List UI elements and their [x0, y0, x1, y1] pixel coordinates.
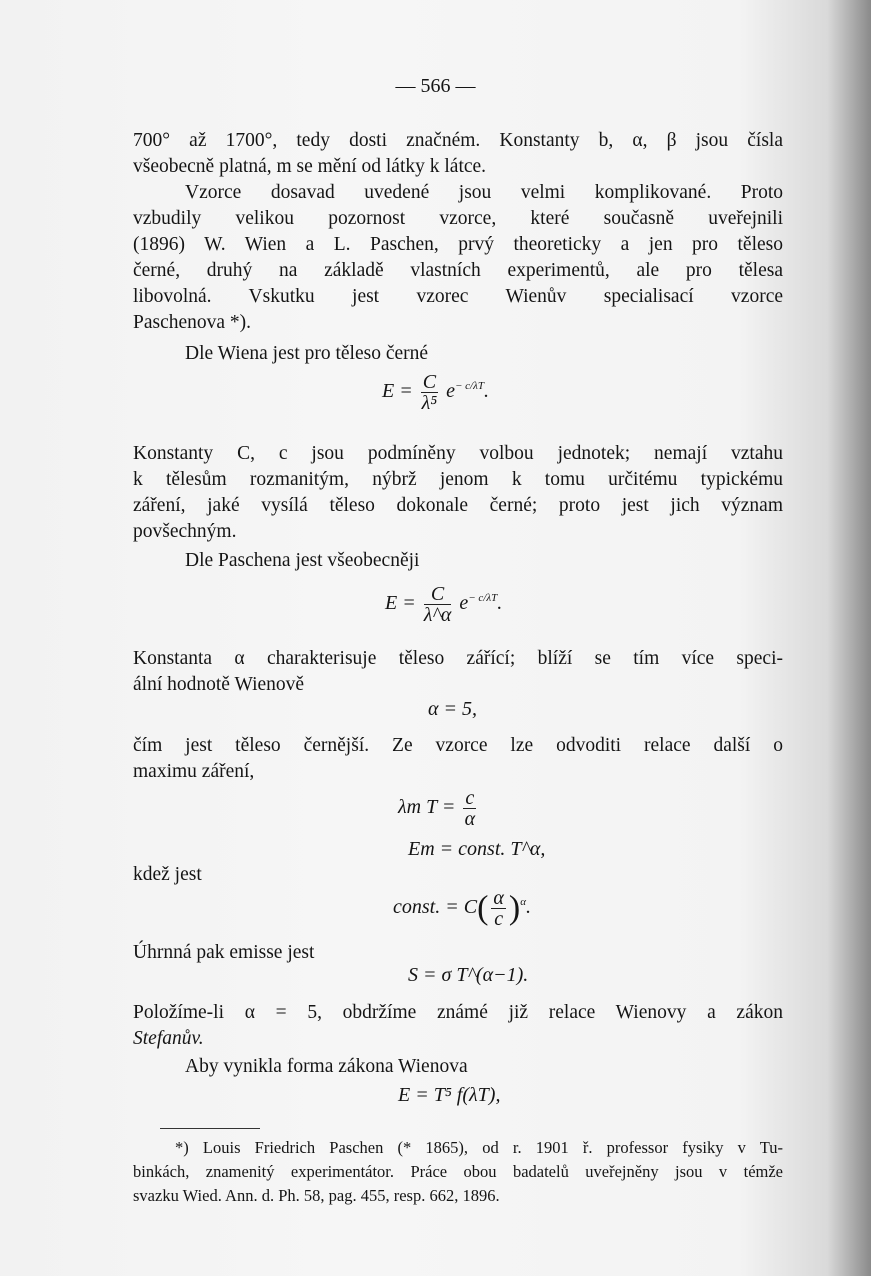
eq-end: . — [497, 592, 503, 615]
equation-wien — [382, 372, 489, 413]
text-line: Položíme-li α = 5, obdržíme známé již relace Wienovy a zákon — [133, 1002, 783, 1023]
paren-open: ( — [477, 889, 489, 927]
text-line: Paschenova *). — [133, 312, 252, 333]
footnote-line: *) Louis Friedrich Paschen (* 1865), od r. 1901 ř. professor fysiky v Tu- — [175, 1138, 783, 1157]
text-line: Konstanta α charakterisuje těleso zářící; blíží se tím více speci- — [133, 648, 783, 669]
fraction-numerator: C — [422, 371, 437, 393]
text-line: kdež jest — [133, 864, 202, 885]
fraction — [421, 372, 438, 413]
fraction-numerator: α — [493, 887, 504, 909]
eq-lhs: E = — [385, 592, 416, 615]
equation-s: S = σ T^(α−1). — [408, 964, 529, 986]
fraction-denominator: λ^α — [423, 604, 452, 626]
text-line: maximu záření, — [133, 761, 255, 782]
equation-wien-form: E = T⁵ f(λT), — [398, 1084, 501, 1106]
eq-lhs: const. = C — [393, 896, 478, 919]
fraction-numerator: C — [424, 584, 452, 605]
eq-lhs: E = — [382, 380, 413, 403]
text-line: vzbudily velikou pozornost vzorce, které současně uveřejnili — [133, 208, 783, 229]
fraction — [463, 788, 476, 829]
text-line: povšechným. — [133, 521, 237, 542]
paren-close: ) — [508, 889, 521, 927]
fraction-denominator: α — [464, 808, 476, 830]
text-line: všeobecně platná, m se mění od látky k látce. — [133, 156, 487, 177]
page-number: — 566 — — [395, 75, 476, 97]
fraction — [491, 888, 506, 929]
text-line: čím jest těleso černější. Ze vzorce lze odvoditi relace další o — [133, 735, 783, 756]
exp-base: e — [446, 380, 455, 403]
fraction-numerator: c — [465, 787, 475, 809]
equation-const — [393, 888, 531, 929]
exp-base: e — [459, 592, 469, 615]
text-line: ální hodnotě Wienově — [133, 674, 305, 695]
text-line: Dle Paschena jest všeobecněji — [185, 550, 420, 571]
footnote-rule — [160, 1128, 260, 1129]
fraction-denominator: λ⁵ — [421, 392, 438, 414]
eq-end: . — [526, 896, 531, 919]
text-line: Konstanty C, c jsou podmíněny volbou jednotek; nemají vztahu — [133, 443, 783, 464]
text-line: (1896) W. Wien a L. Paschen, prvý theoreticky a jen pro těleso — [133, 234, 783, 255]
text-line: 700° až 1700°, tedy dosti značném. Konstanty b, α, β jsou čísla — [133, 130, 783, 151]
eq-lhs: λm T = — [398, 796, 456, 819]
text-line: záření, jaké vysílá těleso dokonale černé; proto jest jich význam — [133, 495, 783, 516]
exponent: − c/λT — [454, 380, 484, 393]
exponent: − c/λT — [468, 592, 498, 605]
equation-lambda-m — [398, 788, 479, 829]
fraction-denominator: c — [494, 908, 504, 930]
text-line: Vzorce dosavad uvedené jsou velmi komplikované. Proto — [185, 182, 783, 203]
equation-alpha: α = 5, — [428, 698, 477, 720]
text-line: Dle Wiena jest pro těleso černé — [185, 343, 429, 364]
exponent: α — [520, 896, 526, 909]
eq-end: . — [483, 380, 489, 403]
equation-paschen — [385, 584, 502, 625]
text-line: libovolná. Vskutku jest vzorec Wienův specialisací vzorce — [133, 286, 783, 307]
text-line: Úhrnná pak emisse jest — [133, 942, 315, 963]
footnote-line: binkách, znamenitý experimentátor. Práce obou badatelů uveřejněny jsou v témže — [133, 1162, 783, 1181]
text-line: Aby vynikla forma zákona Wienova — [185, 1056, 468, 1077]
footnote-line: svazku Wied. Ann. d. Ph. 58, pag. 455, resp. 662, 1896. — [133, 1186, 500, 1205]
text-line: k tělesům rozmanitým, nýbrž jenom k tomu určitému typickému — [133, 469, 783, 490]
equation-em: Em = const. T^α, — [408, 838, 546, 860]
fraction — [424, 584, 452, 625]
text-line: Stefanův. — [133, 1028, 204, 1049]
text-line: černé, druhý na základě vlastních experimentů, ale pro tělesa — [133, 260, 783, 281]
